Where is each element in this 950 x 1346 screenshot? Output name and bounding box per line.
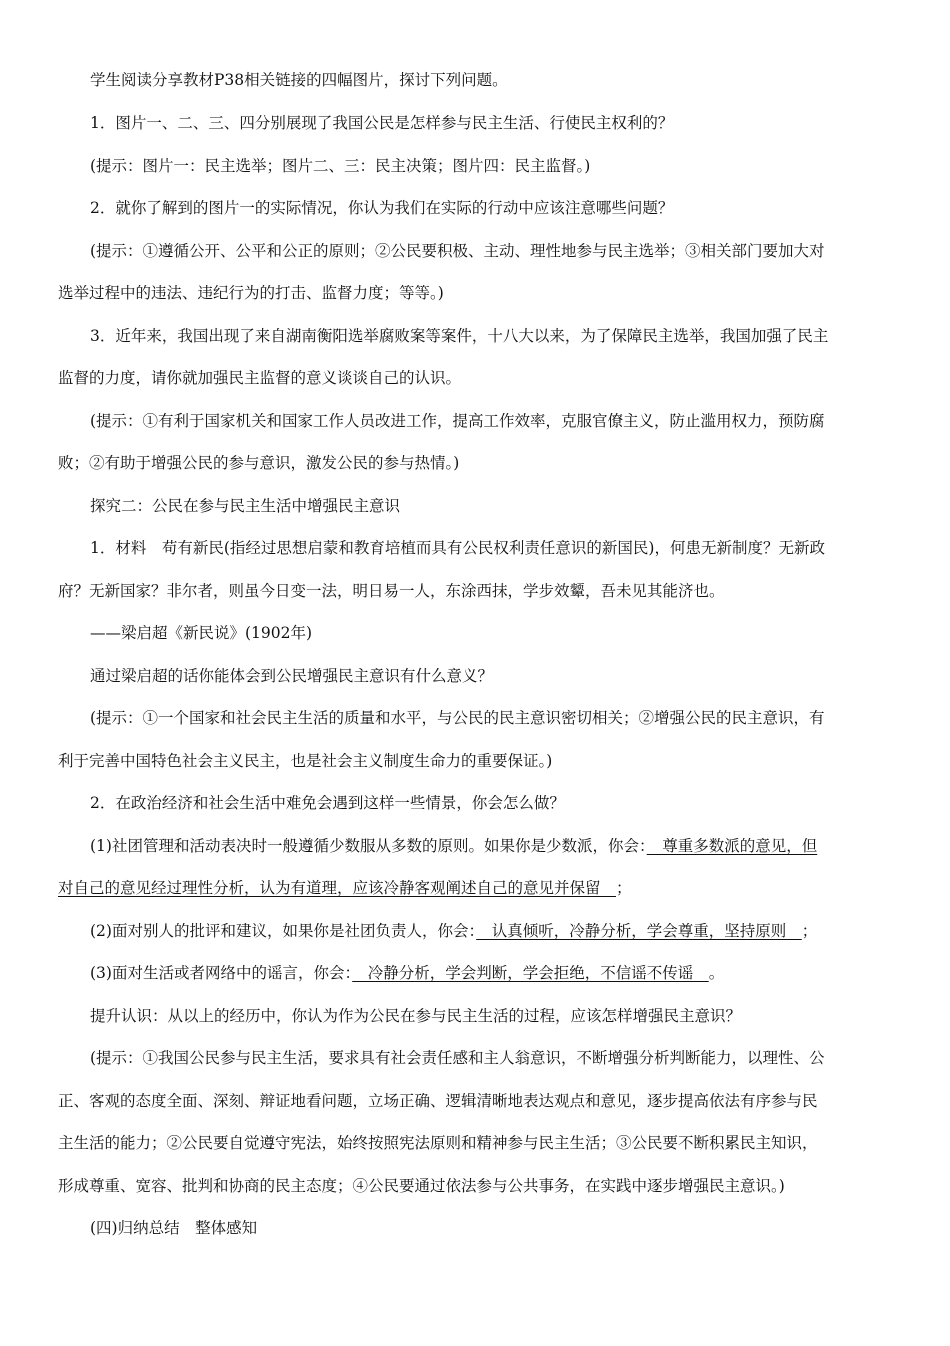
scenario-1-line-1 xyxy=(90,836,817,856)
question-1: 1．图片一、二、三、四分别展现了我国公民是怎样参与民主生活、行使民主权利的？ xyxy=(90,114,674,132)
hint-2-line-2: 选举过程中的违法、违纪行为的打击、监督力度；等等。) xyxy=(58,284,444,302)
material-line-1: 1．材料 苟有新民(指经过思想启蒙和教育培植而具有公民权利责任意识的新国民)，何患无新制度？无新政 xyxy=(90,539,825,557)
question-2: 2．就你了解到的图片一的实际情况，你认为我们在实际的行动中应该注意哪些问题？ xyxy=(90,199,674,217)
question-3-line-2: 监督的力度，请你就加强民主监督的意义谈谈自己的认识。 xyxy=(58,369,462,387)
reflection-hint-line-1: (提示：①我国公民参与民主生活，要求具有社会责任感和主人翁意识，不断增强分析判断能力，以理性、公 xyxy=(90,1049,825,1067)
scenario-1-line-2 xyxy=(58,878,632,898)
hint-2-line-1: (提示：①遵循公开、公平和公正的原则；②公民要积极、主动、理性地参与民主选举；③相关部门要加大对 xyxy=(90,242,825,260)
material-line-2: 府？无新国家？非尔者，则虽今日变一法，明日易一人，东涂西抹，学步效颦，吾未见其能济也。 xyxy=(58,582,725,600)
material-question: 通过梁启超的话你能体会到公民增强民主意识有什么意义？ xyxy=(90,667,494,685)
reflection-hint-line-2: 正、客观的态度全面、深刻、辩证地看问题，立场正确、逻辑清晰地表达观点和意见，逐步提高依法有序参与民 xyxy=(58,1092,818,1110)
scenario-1-end-mark: ； xyxy=(616,879,632,897)
scenario-2-line xyxy=(90,921,817,941)
scenario-1-prompt: (1)社团管理和活动表决时一般遵循少数服从多数的原则。如果你是少数派，你会： xyxy=(90,837,647,855)
scenario-3-prompt: (3)面对生活或者网络中的谣言，你会： xyxy=(90,964,353,982)
paragraph-intro: 学生阅读分享教材P38相关链接的四幅图片，探讨下列问题。 xyxy=(90,71,508,89)
scenario-3-end-mark: 。 xyxy=(708,964,725,982)
scenario-3-line xyxy=(90,963,724,983)
scenario-3-answer: 冷静分析，学会判断，学会拒绝，不信谣不传谣 xyxy=(352,964,709,982)
section-heading-summary: (四)归纳总结 整体感知 xyxy=(90,1219,258,1237)
scenario-question: 2．在政治经济和社会生活中难免会遇到这样一些情景，你会怎么做？ xyxy=(90,794,565,812)
reflection-question: 提升认识：从以上的经历中，你认为作为公民在参与民主生活的过程，应该怎样增强民主意识？ xyxy=(90,1007,742,1025)
hint-3-line-2: 败；②有助于增强公民的参与意识，激发公民的参与热情。) xyxy=(58,454,460,472)
material-source: ——梁启超《新民说》(1902年) xyxy=(90,624,313,642)
scenario-2-prompt: (2)面对别人的批评和建议，如果你是社团负责人，你会： xyxy=(90,922,477,940)
question-3-line-1: 3．近年来，我国出现了来自湖南衡阳选举腐败案等案件，十八大以来，为了保障民主选举，我国加强了民主 xyxy=(90,327,829,345)
scenario-2-answer: 认真倾听，冷静分析，学会尊重，坚持原则 xyxy=(476,922,802,940)
reflection-hint-line-3: 主生活的能力；②公民要自觉遵守宪法，始终按照宪法原则和精神参与民主生活；③公民要不断积累民主知识， xyxy=(58,1134,818,1152)
material-hint-line-2: 利于完善中国特色社会主义民主，也是社会主义制度生命力的重要保证。) xyxy=(58,752,553,770)
reflection-hint-line-4: 形成尊重、宽容、批判和协商的民主态度；④公民要通过依法参与公共事务，在实践中逐步增强民主意识。) xyxy=(58,1177,785,1195)
scenario-2-end-mark: ； xyxy=(801,922,818,940)
scenario-1-answer-part-2: 对自己的意见经过理性分析，认为有道理，应该冷静客观阐述自己的意见并保留 xyxy=(58,879,617,897)
section-heading-inquiry-2: 探究二：公民在参与民主生活中增强民主意识 xyxy=(90,497,401,515)
hint-1: (提示：图片一：民主选举；图片二、三：民主决策；图片四：民主监督。) xyxy=(90,157,591,175)
hint-3-line-1: (提示：①有利于国家机关和国家工作人员改进工作，提高工作效率，克服官僚主义，防止滥用权力，预防腐 xyxy=(90,412,825,430)
material-hint-line-1: (提示：①一个国家和社会民主生活的质量和水平，与公民的民主意识密切相关；②增强公民的民主意识，有 xyxy=(90,709,825,727)
scenario-1-answer-part-1: 尊重多数派的意见，但 xyxy=(646,837,818,855)
